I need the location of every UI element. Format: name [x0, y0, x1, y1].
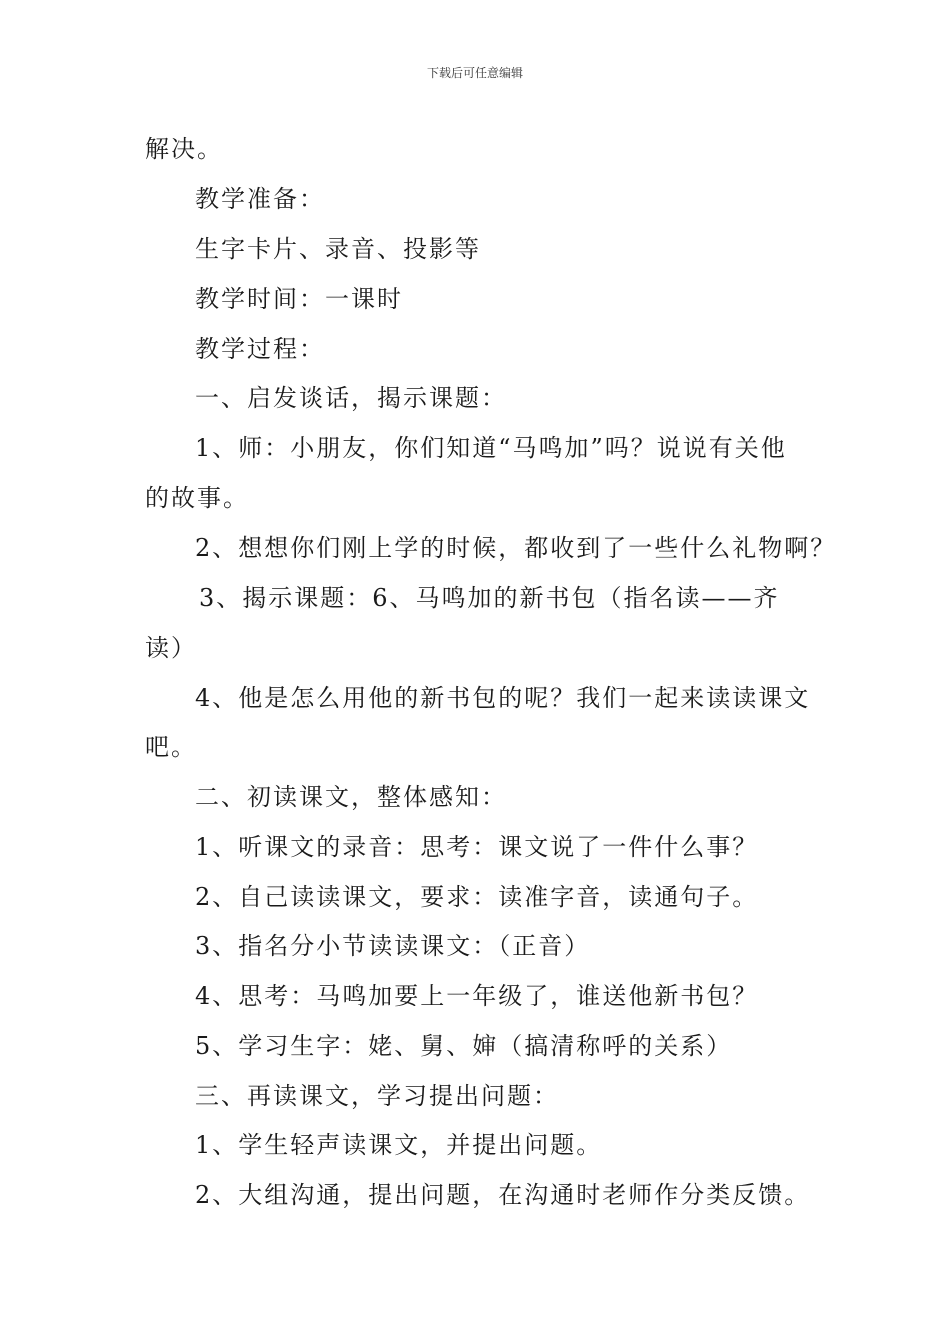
text-line: 解决。	[145, 135, 223, 163]
text-line: 5、学习生字：姥、舅、婶（搞清称呼的关系）	[195, 1032, 733, 1060]
section-heading: 一、启发谈话，揭示课题：	[195, 384, 507, 412]
text-line: 1、学生轻声读课文，并提出问题。	[195, 1131, 603, 1159]
section-heading: 二、初读课文，整体感知：	[195, 783, 507, 811]
text-line: 2、大组沟通，提出问题，在沟通时老师作分类反馈。	[195, 1181, 811, 1209]
text-line: 读）	[145, 634, 197, 662]
section-heading: 三、再读课文，学习提出问题：	[195, 1082, 559, 1110]
text-line: 教学准备：	[195, 185, 325, 213]
text-line: 生字卡片、录音、投影等	[195, 235, 481, 263]
text-line: 的故事。	[145, 484, 249, 512]
text-line: 1、听课文的录音：思考：课文说了一件什么事？	[195, 833, 759, 861]
text-line: 4、他是怎么用他的新书包的呢？我们一起来读读课文	[195, 684, 811, 712]
text-line: 教学时间：一课时	[195, 285, 403, 313]
page-header: 下载后可任意编辑	[426, 66, 523, 80]
text-line: 吧。	[145, 733, 197, 761]
text-line: 2、想想你们刚上学的时候，都收到了一些什么礼物啊？	[195, 534, 837, 562]
text-line: 1、师：小朋友，你们知道“马鸣加”吗？说说有关他	[195, 434, 787, 462]
text-line: 2、自己读读课文，要求：读准字音，读通句子。	[195, 883, 759, 911]
text-line: 3、指名分小节读读课文：（正音）	[195, 932, 591, 960]
text-line: 3、揭示课题：6、马鸣加的新书包（指名读——齐	[199, 584, 780, 612]
text-line: 教学过程：	[195, 335, 325, 363]
text-line: 4、思考：马鸣加要上一年级了，谁送他新书包？	[195, 982, 759, 1010]
